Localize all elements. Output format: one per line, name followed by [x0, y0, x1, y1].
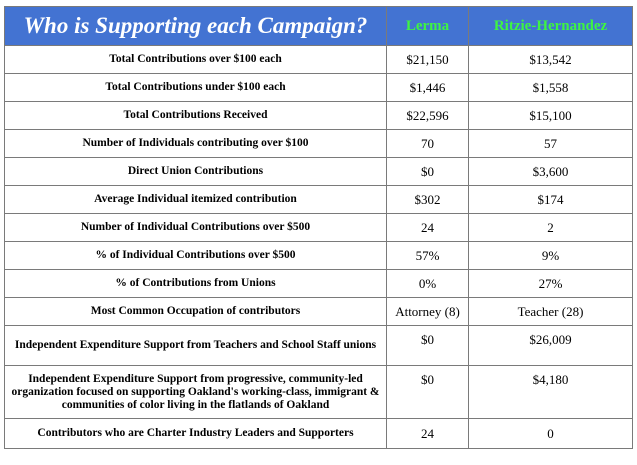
table-row: [5, 158, 633, 186]
ritzie-value: 0: [469, 419, 633, 449]
row-label: Total Contributions Received: [5, 102, 387, 130]
table-row: [5, 270, 633, 298]
row-label: Independent Expenditure Support from progressive, community-led organization focused on supporting Oakland's working-class, immigrant & communities of color living in the flatlands of Oakland: [5, 366, 387, 419]
ritzie-value: $1,558: [469, 74, 633, 102]
lerma-value: 24: [387, 419, 469, 449]
table-row: [5, 130, 633, 158]
lerma-value: $302: [387, 186, 469, 214]
row-label: Independent Expenditure Support from Teachers and School Staff unions: [5, 326, 387, 366]
table-row: [5, 419, 633, 449]
table-row: [5, 102, 633, 130]
row-label: Contributors who are Charter Industry Leaders and Supporters: [5, 419, 387, 449]
row-label: Average Individual itemized contribution: [5, 186, 387, 214]
table-row: [5, 214, 633, 242]
campaign-support-table: [4, 6, 633, 449]
row-label: % of Contributions from Unions: [5, 270, 387, 298]
table-row: [5, 366, 633, 419]
lerma-value: $21,150: [387, 46, 469, 74]
table-row: [5, 46, 633, 74]
row-label: Number of Individuals contributing over $100: [5, 130, 387, 158]
table-header-row: [5, 7, 633, 46]
ritzie-value: $26,009: [469, 326, 633, 366]
lerma-value: $0: [387, 366, 469, 419]
row-label: Total Contributions over $100 each: [5, 46, 387, 74]
table-row: [5, 326, 633, 366]
lerma-value: $0: [387, 158, 469, 186]
lerma-value: Attorney (8): [387, 298, 469, 326]
column-header-ritzie-hernandez: Ritzie-Hernandez: [469, 7, 633, 46]
ritzie-value: $174: [469, 186, 633, 214]
row-label: Total Contributions under $100 each: [5, 74, 387, 102]
row-label: Direct Union Contributions: [5, 158, 387, 186]
row-label: Number of Individual Contributions over $500: [5, 214, 387, 242]
row-label: Most Common Occupation of contributors: [5, 298, 387, 326]
table-row: [5, 298, 633, 326]
row-label: % of Individual Contributions over $500: [5, 242, 387, 270]
ritzie-value: $4,180: [469, 366, 633, 419]
lerma-value: 70: [387, 130, 469, 158]
ritzie-value: $3,600: [469, 158, 633, 186]
ritzie-value: 57: [469, 130, 633, 158]
lerma-value: $22,596: [387, 102, 469, 130]
ritzie-value: 27%: [469, 270, 633, 298]
lerma-value: 24: [387, 214, 469, 242]
ritzie-value: Teacher (28): [469, 298, 633, 326]
column-header-lerma: Lerma: [387, 7, 469, 46]
ritzie-value: $15,100: [469, 102, 633, 130]
table-row: [5, 186, 633, 214]
ritzie-value: $13,542: [469, 46, 633, 74]
table-title: Who is Supporting each Campaign?: [5, 7, 387, 46]
lerma-value: $0: [387, 326, 469, 366]
lerma-value: 0%: [387, 270, 469, 298]
table-row: [5, 74, 633, 102]
campaign-support-table-container: [4, 6, 633, 449]
lerma-value: $1,446: [387, 74, 469, 102]
ritzie-value: 9%: [469, 242, 633, 270]
table-row: [5, 242, 633, 270]
lerma-value: 57%: [387, 242, 469, 270]
ritzie-value: 2: [469, 214, 633, 242]
